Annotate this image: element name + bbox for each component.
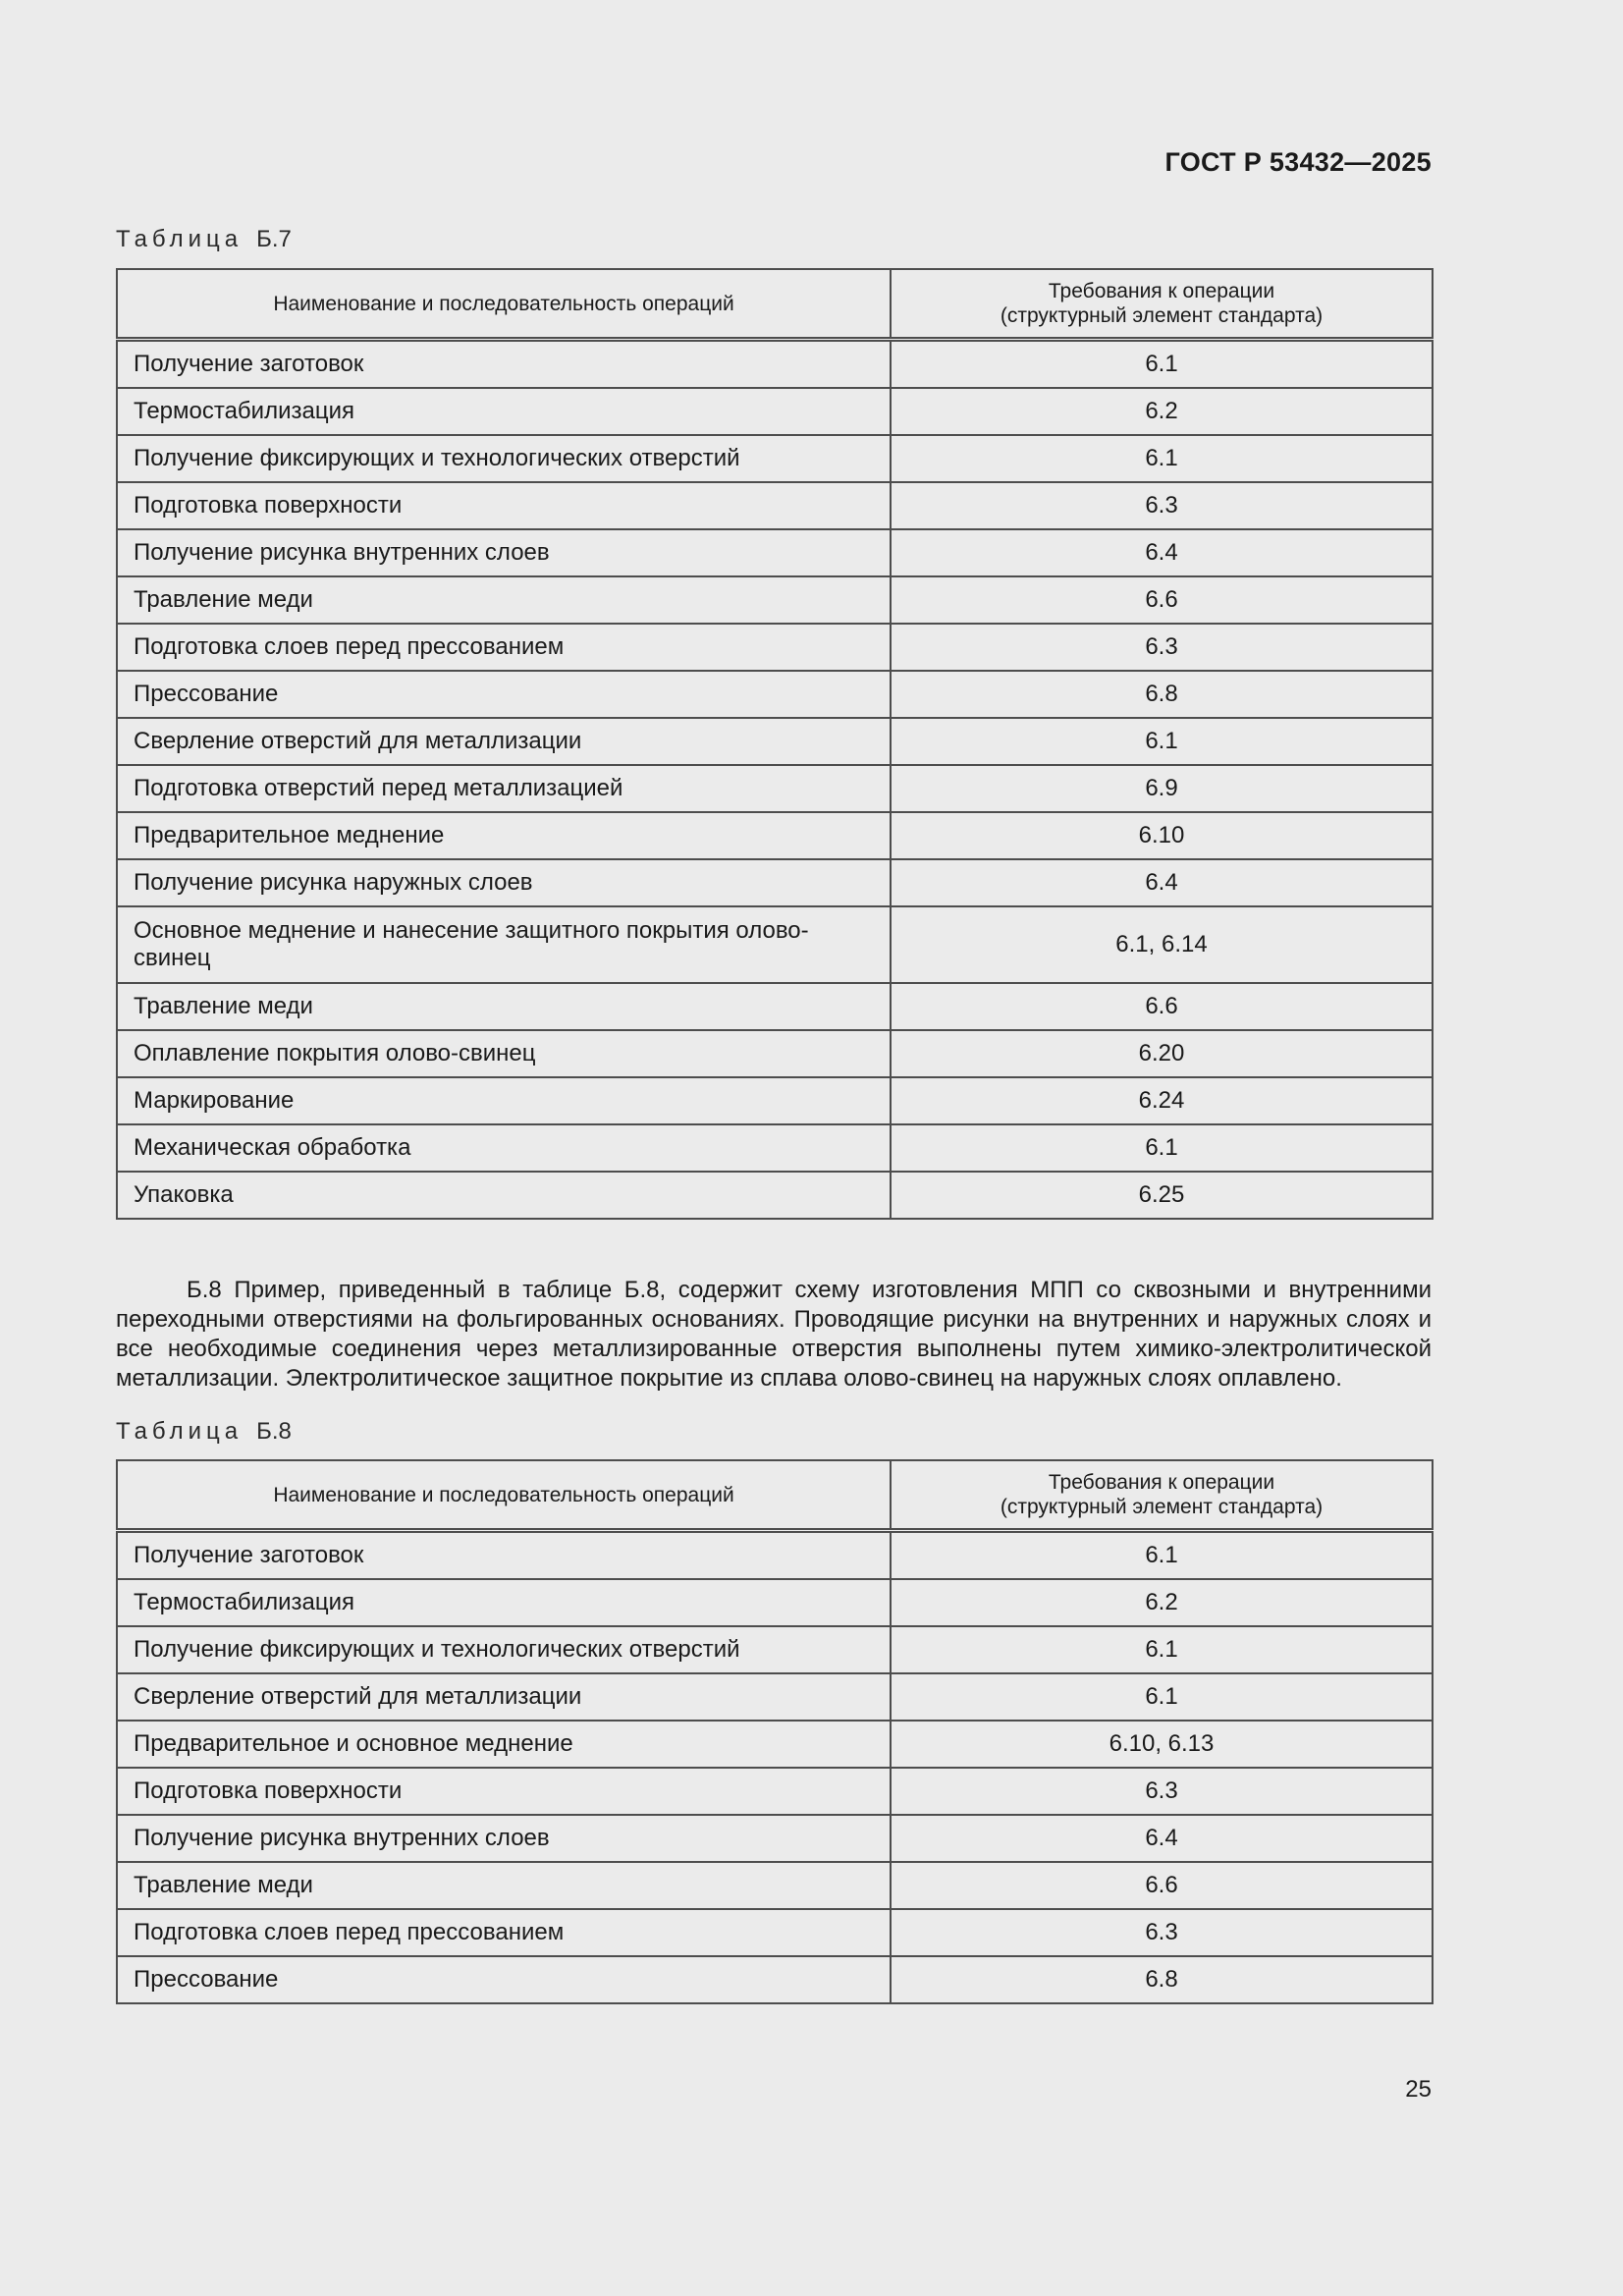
table-caption-word: Таблица xyxy=(116,226,243,252)
operation-requirement: 6.1 xyxy=(891,1531,1433,1580)
operation-requirement: 6.4 xyxy=(891,859,1433,906)
table-row xyxy=(117,1673,1433,1721)
column-header-line: Требования к операции xyxy=(1048,1471,1275,1494)
page-number: 25 xyxy=(1405,2076,1432,2103)
table-b7 xyxy=(116,268,1434,1220)
table-row xyxy=(117,1862,1433,1909)
table-row xyxy=(117,435,1433,482)
operation-name: Предварительное и основное меднение xyxy=(117,1721,891,1768)
operation-name: Получение заготовок xyxy=(117,1531,891,1580)
table-row xyxy=(117,1956,1433,2003)
table-row xyxy=(117,1626,1433,1673)
operation-name: Подготовка поверхности xyxy=(117,1768,891,1815)
table-row xyxy=(117,765,1433,812)
table-caption-id: Б.8 xyxy=(256,1418,292,1445)
operation-name: Упаковка xyxy=(117,1172,891,1219)
operation-requirement: 6.25 xyxy=(891,1172,1433,1219)
operation-requirement: 6.10, 6.13 xyxy=(891,1721,1433,1768)
table-row xyxy=(117,529,1433,576)
table-row xyxy=(117,1030,1433,1077)
table-row xyxy=(117,1531,1433,1580)
column-header-line: (структурный элемент стандарта) xyxy=(1000,304,1324,327)
table-row xyxy=(117,1909,1433,1956)
table-row xyxy=(117,1768,1433,1815)
operation-requirement: 6.8 xyxy=(891,671,1433,718)
paragraph-b8: Б.8 Пример, приведенный в таблице Б.8, содержит схему изготовления МПП со сквозными и внутренними переходными отверстиями на фольгированных основаниях. Проводящие рисунки на внутренних и наружных слоях и все необходимые соединения через металлизированные отверстия выполнены путем химико-электролитической металлизации. Электролитическое защитное покрытие из сплава олово-свинец на наружных слоях оплавлено. xyxy=(116,1277,1432,1392)
operation-requirement: 6.1 xyxy=(891,340,1433,389)
operation-requirement: 6.1 xyxy=(891,1124,1433,1172)
operation-requirement: 6.1 xyxy=(891,435,1433,482)
operation-requirement: 6.20 xyxy=(891,1030,1433,1077)
operation-name: Травление меди xyxy=(117,576,891,624)
table-row xyxy=(117,1579,1433,1626)
table-caption-word: Таблица xyxy=(116,1418,243,1445)
operation-requirement: 6.4 xyxy=(891,529,1433,576)
operation-requirement: 6.24 xyxy=(891,1077,1433,1124)
operation-name: Получение заготовок xyxy=(117,340,891,389)
operation-requirement: 6.2 xyxy=(891,388,1433,435)
operation-name: Подготовка слоев перед прессованием xyxy=(117,624,891,671)
table-row xyxy=(117,482,1433,529)
table-b8 xyxy=(116,1459,1434,2004)
table-row xyxy=(117,1815,1433,1862)
operation-requirement: 6.6 xyxy=(891,983,1433,1030)
document-code: ГОСТ Р 53432—2025 xyxy=(1164,147,1432,177)
operation-name: Получение рисунка внутренних слоев xyxy=(117,529,891,576)
operation-requirement: 6.1 xyxy=(891,1673,1433,1721)
table-b8-caption xyxy=(116,1418,292,1446)
column-header-requirements xyxy=(891,1460,1433,1531)
operation-requirement: 6.6 xyxy=(891,1862,1433,1909)
operation-requirement: 6.3 xyxy=(891,1768,1433,1815)
operation-requirement: 6.6 xyxy=(891,576,1433,624)
table-row xyxy=(117,671,1433,718)
operation-name: Подготовка слоев перед прессованием xyxy=(117,1909,891,1956)
table-row xyxy=(117,718,1433,765)
operation-name: Подготовка отверстий перед металлизацией xyxy=(117,765,891,812)
table-b7-caption xyxy=(116,226,292,253)
operation-requirement: 6.4 xyxy=(891,1815,1433,1862)
table-row xyxy=(117,576,1433,624)
table-row xyxy=(117,1172,1433,1219)
table-header-row xyxy=(117,1460,1433,1531)
operation-name: Прессование xyxy=(117,671,891,718)
table-caption-id: Б.7 xyxy=(256,226,292,252)
operation-name: Предварительное меднение xyxy=(117,812,891,859)
operation-requirement: 6.2 xyxy=(891,1579,1433,1626)
table-row xyxy=(117,340,1433,389)
operation-name: Травление меди xyxy=(117,983,891,1030)
table-row xyxy=(117,812,1433,859)
operation-name: Сверление отверстий для металлизации xyxy=(117,718,891,765)
operation-name: Сверление отверстий для металлизации xyxy=(117,1673,891,1721)
column-header-operations: Наименование и последовательность операций xyxy=(117,1460,891,1531)
operation-name: Термостабилизация xyxy=(117,388,891,435)
operation-name: Оплавление покрытия олово-свинец xyxy=(117,1030,891,1077)
operation-requirement: 6.1 xyxy=(891,718,1433,765)
table-header-row xyxy=(117,269,1433,340)
operation-requirement: 6.1, 6.14 xyxy=(891,906,1433,983)
operation-requirement: 6.1 xyxy=(891,1626,1433,1673)
table-row xyxy=(117,859,1433,906)
operation-name: Травление меди xyxy=(117,1862,891,1909)
operation-requirement: 6.3 xyxy=(891,624,1433,671)
operation-requirement: 6.10 xyxy=(891,812,1433,859)
table-row xyxy=(117,983,1433,1030)
table-row xyxy=(117,1124,1433,1172)
operation-requirement: 6.9 xyxy=(891,765,1433,812)
column-header-line: Требования к операции xyxy=(1048,280,1275,302)
column-header-requirements xyxy=(891,269,1433,340)
operation-name: Получение рисунка внутренних слоев xyxy=(117,1815,891,1862)
operation-name: Получение рисунка наружных слоев xyxy=(117,859,891,906)
operation-name: Механическая обработка xyxy=(117,1124,891,1172)
operation-name: Получение фиксирующих и технологических отверстий xyxy=(117,435,891,482)
operation-requirement: 6.3 xyxy=(891,482,1433,529)
operation-name: Основное меднение и нанесение защитного покрытия олово-свинец xyxy=(117,906,891,983)
table-row xyxy=(117,1077,1433,1124)
operation-name: Прессование xyxy=(117,1956,891,2003)
operation-name: Получение фиксирующих и технологических отверстий xyxy=(117,1626,891,1673)
operation-name: Подготовка поверхности xyxy=(117,482,891,529)
table-row xyxy=(117,388,1433,435)
table-row xyxy=(117,1721,1433,1768)
column-header-line: (структурный элемент стандарта) xyxy=(1000,1496,1324,1518)
table-row xyxy=(117,624,1433,671)
operation-name: Маркирование xyxy=(117,1077,891,1124)
operation-name: Термостабилизация xyxy=(117,1579,891,1626)
table-row xyxy=(117,906,1433,983)
operation-requirement: 6.3 xyxy=(891,1909,1433,1956)
operation-requirement: 6.8 xyxy=(891,1956,1433,2003)
column-header-operations: Наименование и последовательность операций xyxy=(117,269,891,340)
